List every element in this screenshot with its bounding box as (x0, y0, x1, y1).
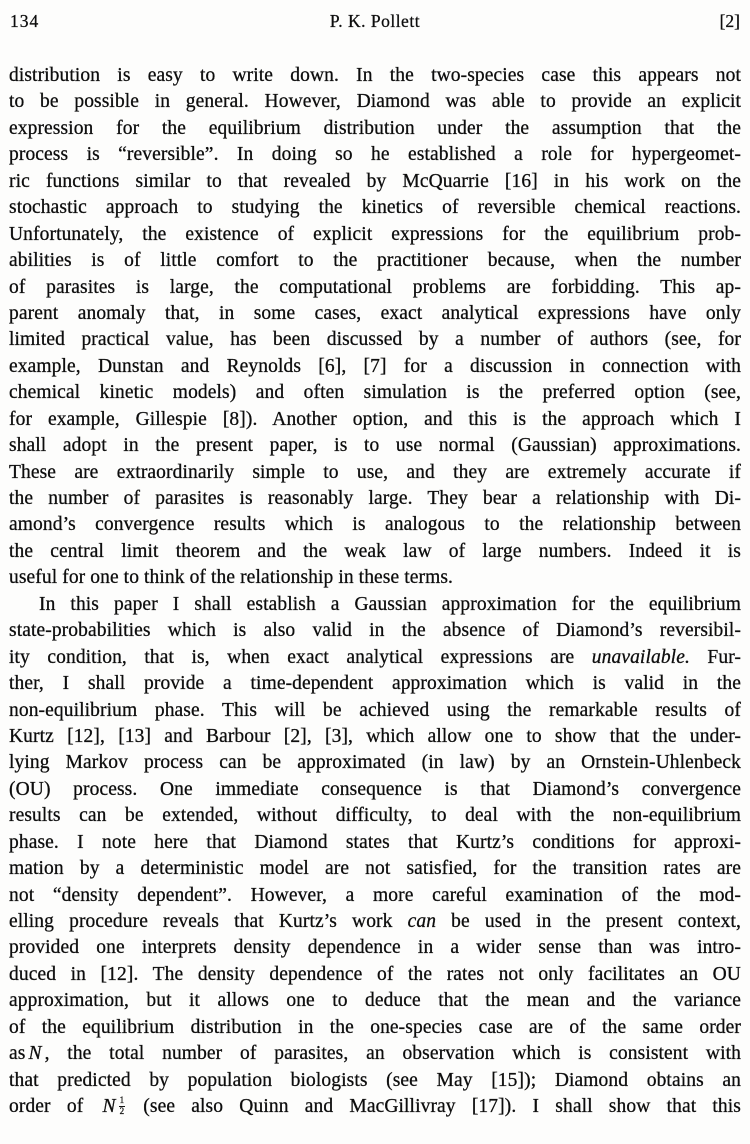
text-run: shall adopt in the present paper, is to use normal (Gaussian) approximations. (9, 435, 741, 457)
text-run: be used in the present context, (436, 911, 741, 932)
text-run: mation by a deterministic model are not satisfied, for the transition rates are (9, 858, 741, 880)
text-line (9, 1094, 741, 1120)
text-run: approximation, but it allows one to deduce that the mean and the variance (9, 990, 741, 1012)
text-run: of the equilibrium distribution in the one-species case are of the same order (9, 1016, 741, 1038)
text-line (9, 460, 741, 486)
text-run: (see also Quinn and MacGillivray [17]). I shall show that this (127, 1096, 741, 1118)
text-line (9, 618, 741, 644)
text-line (9, 698, 741, 724)
text-line (9, 142, 741, 168)
text-line (9, 433, 741, 459)
text-line (9, 724, 741, 750)
text-run: the central limit theorem and the weak law of large numbers. Indeed it is (9, 540, 741, 562)
text-run: expression for the equilibrium distribution under the assumption that the (9, 117, 741, 139)
text-line (9, 89, 741, 115)
text-run: stochastic approach to studying the kinetics of reversible chemical reactions. (9, 197, 741, 219)
text-line (9, 63, 741, 89)
page-number: 134 (10, 11, 40, 31)
text-line (9, 671, 741, 697)
text-line (9, 565, 741, 591)
text-line (9, 935, 741, 961)
text-line (9, 592, 741, 618)
section-bracket-number: [2] (719, 11, 740, 31)
text-run: example, Dunstan and Reynolds [6], [7] for a discussion in connection with (9, 355, 741, 377)
emphasized-text: N (102, 1096, 116, 1118)
text-line (9, 830, 741, 856)
text-line (9, 407, 741, 433)
text-run: provided one interprets density dependence in a wider sense than was intro- (9, 937, 741, 959)
text-line (9, 1068, 741, 1094)
text-run: Fur- (689, 646, 741, 668)
text-line (9, 248, 741, 274)
text-run: lying Markov process can be approximated (in law) by an Ornstein-Uhlenbeck (9, 752, 741, 774)
text-run: duced in [12]. The density dependence of the rates not only facilitates an OU (9, 963, 741, 985)
text-line (9, 116, 741, 142)
text-line (9, 195, 741, 221)
text-run: ther, I shall provide a time-dependent approximation which is valid in the (9, 673, 741, 695)
text-run: non-equilibrium phase. This will be achieved using the remarkable results of (9, 699, 741, 721)
text-run: of parasites is large, the computational problems are forbidding. This ap- (9, 276, 741, 298)
text-line (9, 486, 741, 512)
text-run: (OU) process. One immediate consequence is that Diamond’s convergence (9, 778, 741, 800)
text-run: amond’s convergence results which is analogous to the relationship between (9, 514, 741, 536)
text-run: Unfortunately, the existence of explicit expressions for the equilibrium prob- (9, 223, 741, 245)
text-run: not “density dependent”. However, a more careful examination of the mod- (9, 884, 741, 906)
text-line (9, 962, 741, 988)
text-run: to be possible in general. However, Diamond was able to provide an explicit (9, 91, 741, 113)
text-line (9, 275, 741, 301)
text-run: state-probabilities which is also valid in the absence of Diamond’s reversibil- (9, 620, 741, 642)
page-body (9, 63, 741, 1121)
text-run: abilities is of little comfort to the practitioner because, when the number (9, 250, 741, 272)
text-run: ity condition, that is, when exact analytical expressions are (9, 646, 592, 668)
text-line (9, 512, 741, 538)
text-line (9, 777, 741, 803)
text-run: useful for one to think of the relationship in these terms. (9, 567, 454, 589)
text-run: that predicted by population biologists (see May [15]); Diamond obtains an (9, 1069, 741, 1091)
emphasized-text: can (407, 911, 437, 932)
superscript-fraction: 1 2 (119, 1095, 125, 1116)
text-run: for example, Gillespie [8]). Another option, and this is the approach which I (9, 408, 741, 430)
text-line (9, 169, 741, 195)
text-line (9, 988, 741, 1014)
text-run: results can be extended, without difficulty, to deal with the non-equilibrium (9, 805, 741, 827)
text-run: process is “reversible”. In doing so he established a role for hypergeomet- (9, 144, 741, 166)
text-line (9, 380, 741, 406)
running-head (9, 10, 741, 32)
text-run: ric functions similar to that revealed by McQuarrie [16] in his work on the (9, 170, 741, 192)
text-line (9, 1041, 741, 1067)
text-line (9, 222, 741, 248)
text-run: These are extraordinarily simple to use, and they are extremely accurate if (9, 461, 741, 483)
text-line (9, 883, 741, 909)
text-run: Kurtz [12], [13] and Barbour [2], [3], which allow one to show that the under- (9, 725, 741, 747)
emphasized-text: N (28, 1043, 42, 1065)
text-line (9, 909, 741, 935)
text-run: In this paper I shall establish a Gaussian approximation for the equilibrium (39, 593, 741, 615)
text-run: chemical kinetic models) and often simulation is the preferred option (see, (9, 382, 741, 404)
text-line (9, 803, 741, 829)
text-line (9, 327, 741, 353)
emphasized-text: unavailable. (591, 646, 690, 668)
text-run: distribution is easy to write down. In the two-species case this appears not (9, 65, 741, 86)
text-run: elling procedure reveals that Kurtz’s work (9, 911, 408, 932)
text-line (9, 539, 741, 565)
text-line (9, 1015, 741, 1041)
text-run: phase. I note here that Diamond states that Kurtz’s conditions for approxi- (9, 831, 741, 853)
text-run: parent anomaly that, in some cases, exact analytical expressions have only (9, 302, 741, 324)
text-run: limited practical value, has been discussed by a number of authors (see, for (9, 329, 741, 351)
text-line (9, 645, 741, 671)
text-line (9, 856, 741, 882)
text-run: order of (9, 1096, 100, 1118)
text-run: , the total number of parasites, an observation which is consistent with (44, 1043, 741, 1065)
text-line (9, 750, 741, 776)
text-line (9, 301, 741, 327)
text-run: as (9, 1043, 26, 1065)
running-title: P. K. Pollett (329, 11, 421, 31)
text-line (9, 354, 741, 380)
text-run: the number of parasites is reasonably large. They bear a relationship with Di- (9, 488, 741, 509)
